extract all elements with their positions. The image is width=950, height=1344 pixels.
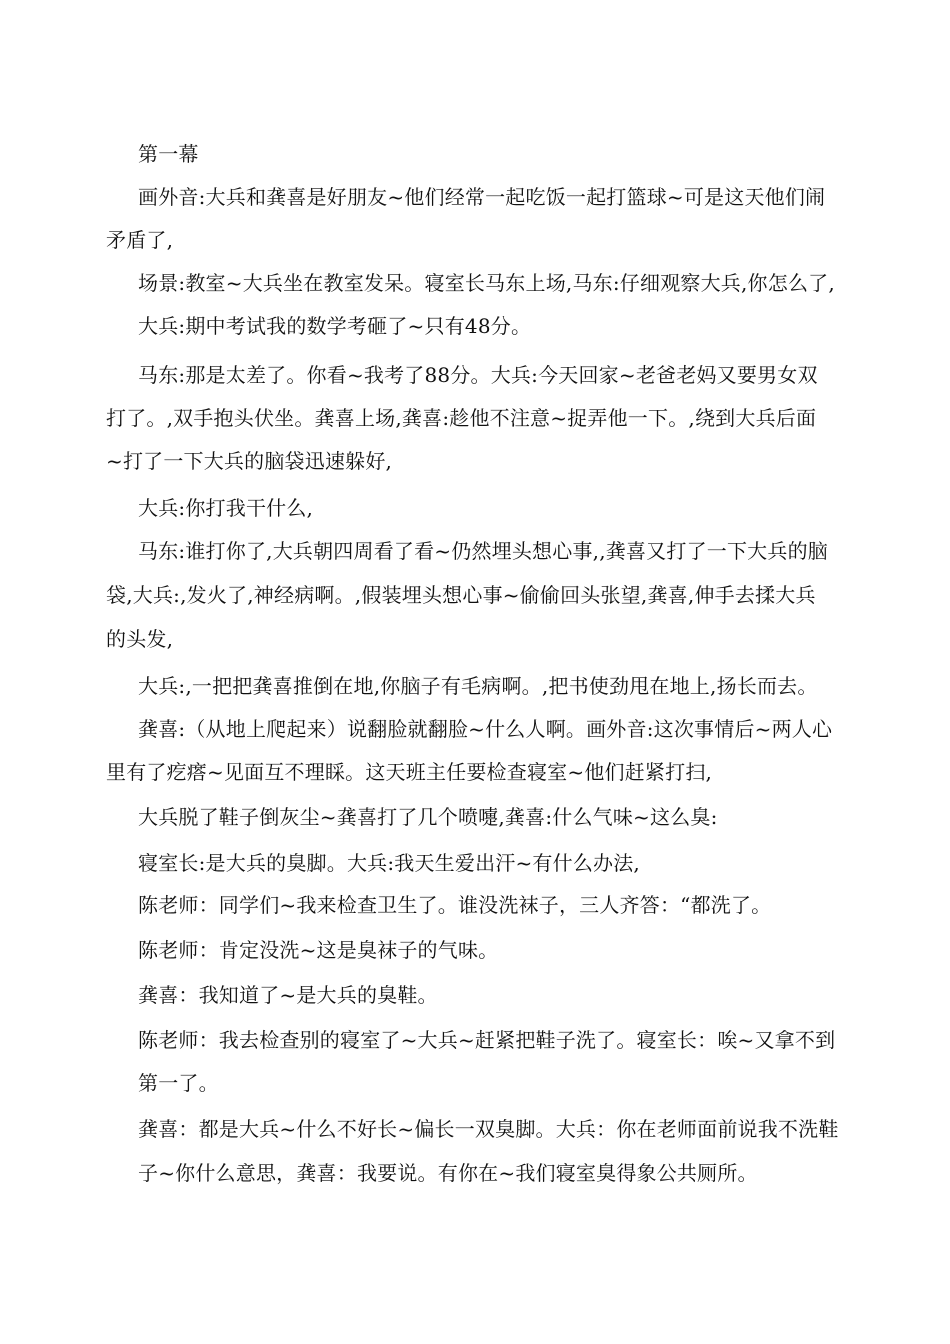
text-line: ~打了一下大兵的脑袋迅速躲好, bbox=[106, 449, 393, 473]
text-line: 大兵:你打我干什么, bbox=[138, 496, 314, 520]
text-line: 的头发, bbox=[106, 627, 174, 651]
text-line: 大兵脱了鞋子倒灰尘~龚喜打了几个喷嚏,龚喜:什么气味~这么臭: bbox=[138, 805, 718, 829]
text-line: 袋,大兵:,发火了,神经病啊。,假装埋头想心事~偷偷回头张望,龚喜,伸手去揉大兵 bbox=[106, 583, 816, 607]
text-line: 马东:那是太差了。你看~我考了88分。大兵:今天回家~老爸老妈又要男女双 bbox=[138, 363, 818, 387]
text-line: 矛盾了, bbox=[106, 228, 174, 252]
text-line: 大兵:期中考试我的数学考砸了~只有48分。 bbox=[138, 314, 532, 338]
text-line: 马东:谁打你了,大兵朝四周看了看~仍然埋头想心事,,龚喜又打了一下大兵的脑 bbox=[138, 539, 828, 563]
text-line: 寝室长:是大兵的臭脚。大兵:我天生爱出汗~有什么办法, bbox=[138, 851, 640, 875]
text-line: 陈老师：同学们~我来检查卫生了。谁没洗袜子，三人齐答：“都洗了。 bbox=[138, 893, 772, 917]
text-line: 陈老师：我去检查别的寝室了~大兵~赶紧把鞋子洗了。寝室长：唉~又拿不到 bbox=[138, 1028, 836, 1052]
text-line: 陈老师：肯定没洗~这是臭袜子的气味。 bbox=[138, 938, 499, 962]
text-line: 打了。,双手抱头伏坐。龚喜上场,龚喜:趁他不注意~捉弄他一下。,绕到大兵后面 bbox=[106, 406, 817, 430]
text-line: 龚喜：都是大兵~什么不好长~偏长一双臭脚。大兵：你在老师面前说我不洗鞋 bbox=[138, 1117, 839, 1141]
text-line: 子~你什么意思，龚喜：我要说。有你在~我们寝室臭得象公共厕所。 bbox=[138, 1161, 758, 1185]
text-line: 里有了疙瘩~见面互不理睬。这天班主任要检查寝室~他们赶紧打扫, bbox=[106, 760, 713, 784]
text-line: 大兵:,一把把龚喜推倒在地,你脑子有毛病啊。,把书使劲甩在地上,扬长而去。 bbox=[138, 674, 818, 698]
text-line: 场景:教室~大兵坐在教室发呆。寝室长马东上场,马东:仔细观察大兵,你怎么了, bbox=[138, 271, 835, 295]
text-line: 第一幕 bbox=[138, 142, 199, 166]
text-line: 第一了。 bbox=[138, 1071, 219, 1095]
text-line: 龚喜:（从地上爬起来）说翻脸就翻脸~什么人啊。画外音:这次事情后~两人心 bbox=[138, 717, 833, 741]
text-line: 龚喜：我知道了~是大兵的臭鞋。 bbox=[138, 983, 438, 1007]
text-line: 画外音:大兵和龚喜是好朋友~他们经常一起吃饭一起打篮球~可是这天他们闹 bbox=[138, 185, 826, 209]
